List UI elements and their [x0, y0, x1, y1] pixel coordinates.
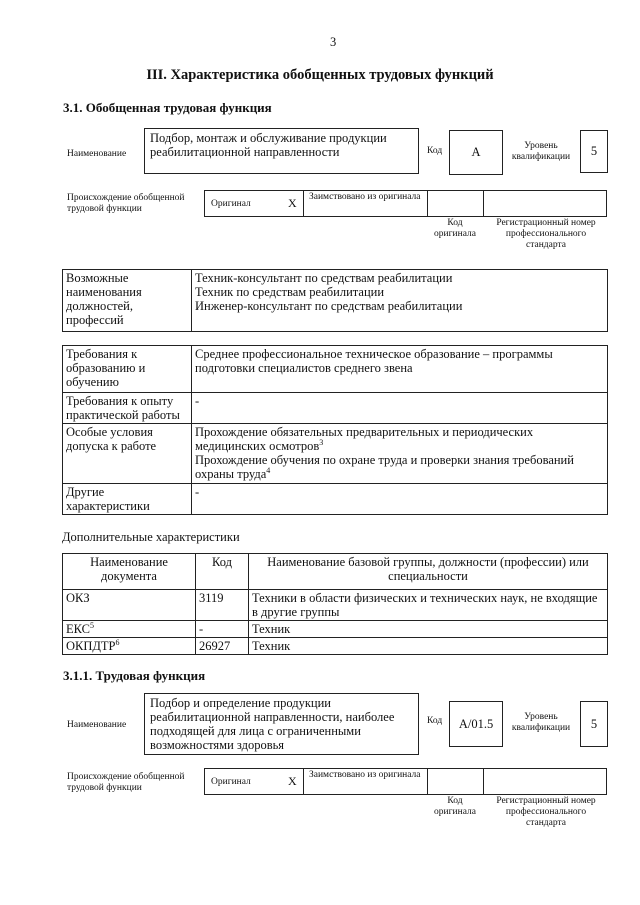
gf-code-value: A	[449, 130, 503, 175]
positions-label: Возможные наименования должностей, профессий	[63, 270, 192, 332]
position-item: Инженер-консультант по средствам реабилитации	[195, 299, 463, 313]
requirement-text: Прохождение обучения по охране труда и проверки знания требований охраны труда	[195, 453, 574, 481]
doc-cell: ОКПДТР$^6$	[63, 638, 196, 655]
positions-table	[62, 269, 608, 332]
gf-level-label: Уровень квалификации	[511, 141, 571, 162]
subsection-title-3-1: 3.1. Обобщенная трудовая функция	[63, 100, 272, 115]
tf-name-value: Подбор и определение продукции реабилитационной направленности, наиболее подходящей для лица с ограниченными возможностями здоровья	[144, 693, 419, 755]
requirement-text: Прохождение обязательных предварительных и периодических медицинских осмотров	[195, 425, 534, 453]
tf-reg-number-label: Регистрационный номер профессионального стандарта	[496, 796, 596, 828]
requirement-row	[63, 484, 608, 515]
gf-borrowed-label: Заимствовано из оригинала	[309, 192, 421, 202]
position-item: Техник-консультант по средствам реабилитации	[195, 271, 453, 285]
name-cell: Техники в области физических и технических наук, не входящие в другие группы	[249, 590, 608, 621]
tf-borrowed-label: Заимствовано из оригинала	[309, 770, 421, 780]
requirement-row	[63, 346, 608, 393]
footnote-ref: 3	[319, 437, 324, 447]
footnote-ref: 5	[90, 620, 94, 630]
footnote-ref: 6	[115, 637, 120, 647]
table-row	[63, 621, 608, 638]
tf-code-label: Код	[427, 716, 443, 726]
gf-level-value: 5	[580, 130, 608, 173]
position-item: Техник по средствам реабилитации	[195, 285, 385, 299]
subsection-title-3-1-1: 3.1.1. Трудовая функция	[63, 668, 206, 683]
tf-origin-label: Происхождение обобщенной трудовой функции	[67, 772, 185, 793]
code-cell: 3119	[196, 590, 249, 621]
tf-original-mark: X	[288, 774, 297, 788]
gf-original-mark: X	[288, 196, 297, 210]
gf-name-label: Наименование	[67, 149, 127, 159]
gf-code-label: Код	[427, 146, 443, 156]
requirement-value: Среднее профессиональное техническое образование – программы подготовки специалистов среднего звена	[192, 346, 608, 393]
code-cell: 26927	[196, 638, 249, 655]
requirement-value	[192, 424, 608, 484]
requirement-value: -	[192, 393, 608, 424]
code-cell: -	[196, 621, 249, 638]
tf-level-value: 5	[580, 701, 608, 747]
requirement-label: Особые условия допуска к работе	[63, 424, 192, 484]
gf-origin-label: Происхождение обобщенной трудовой функции	[67, 193, 185, 214]
page-number: 3	[330, 35, 337, 49]
additional-header: Код	[196, 554, 249, 590]
gf-reg-number-label: Регистрационный номер профессионального стандарта	[496, 218, 596, 250]
requirement-label: Требования к образованию и обучению	[63, 346, 192, 393]
requirement-label: Другие характеристики	[63, 484, 192, 515]
table-row	[63, 590, 608, 621]
gf-original-label: Оригинал	[211, 199, 251, 209]
additional-header: Наименование базовой группы, должности (профессии) или специальности	[249, 554, 608, 590]
doc-cell: ОКЗ	[63, 590, 196, 621]
requirement-row	[63, 393, 608, 424]
tf-code-original-label: Код оригинала	[434, 796, 476, 817]
footnote-ref: 4	[266, 465, 271, 475]
gf-name-value: Подбор, монтаж и обслуживание продукции реабилитационной направленности	[144, 128, 419, 174]
tf-level-label: Уровень квалификации	[511, 712, 571, 733]
requirements-table	[62, 345, 608, 515]
doc-cell: ЕКС$^5$	[63, 621, 196, 638]
requirement-label: Требования к опыту практической работы	[63, 393, 192, 424]
additional-title: Дополнительные характеристики	[62, 530, 240, 544]
table-row	[63, 638, 608, 655]
tf-name-label: Наименование	[67, 720, 127, 730]
name-cell: Техник	[249, 621, 608, 638]
additional-header: Наименование документа	[63, 554, 196, 590]
gf-code-original-label: Код оригинала	[434, 218, 476, 239]
name-cell: Техник	[249, 638, 608, 655]
tf-original-label: Оригинал	[211, 777, 251, 787]
additional-table	[62, 553, 608, 655]
positions-list	[192, 270, 608, 332]
section-title: III. Характеристика обобщенных трудовых функций	[146, 67, 494, 83]
requirement-value: -	[192, 484, 608, 515]
requirement-row	[63, 424, 608, 484]
tf-code-value: A/01.5	[449, 701, 503, 747]
